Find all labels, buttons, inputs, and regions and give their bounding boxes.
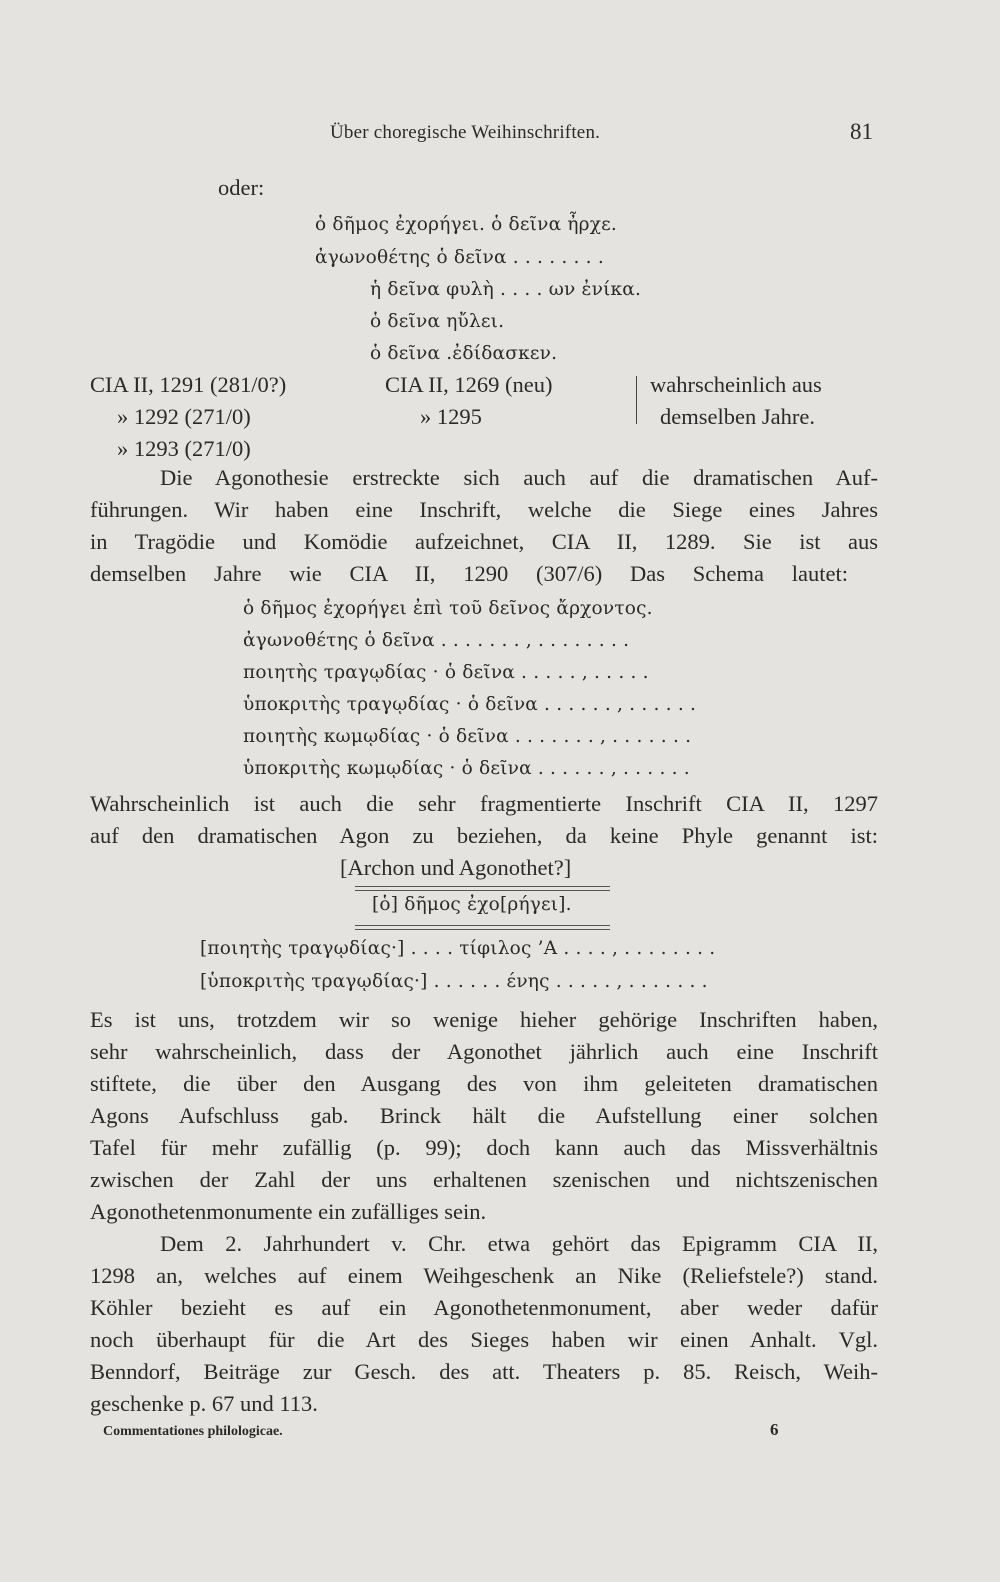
para2-line: Wahrscheinlich ist auch die sehr fragmentierte Inschrift CIA II, 1297 (90, 791, 878, 816)
para4-line: Benndorf, Beiträge zur Gesch. des att. Theaters p. 85. Reisch, Weih- (90, 1359, 878, 1384)
para3-line: sehr wahrscheinlich, dass der Agonothet jährlich auch eine Inschrift (90, 1039, 878, 1064)
para1-line: führungen. Wir haben eine Inschrift, welche die Siege eines Jahres (90, 497, 878, 522)
para1-line: Die Agonothesie erstreckte sich auch auf die dramatischen Auf- (160, 465, 878, 490)
para4-line: noch überhaupt für die Art des Sieges haben wir einen Anhalt. Vgl. (90, 1327, 878, 1352)
series-title: Commentationes philologicae. (103, 1424, 283, 1439)
para2-line: auf den dramatischen Agon zu beziehen, da keine Phyle genannt ist: (90, 823, 878, 848)
schema2-line: ἀγωνοθέτης ὁ δεῖνα . . . . . . . , . . . . . . . . (243, 630, 630, 651)
ref-mid: CIA II, 1269 (neu) (385, 372, 553, 397)
inscription-line: [ποιητὴς τραγῳδίας·] . . . . τίφιλος ’Α . . . . , . . . . . . . . (200, 938, 716, 959)
schema1-line: ὁ δεῖνα .ἐδίδασκεν. (370, 343, 558, 364)
schema1-line: ἀγωνοθέτης ὁ δεῖνα . . . . . . . . (315, 247, 604, 268)
para3-line: Tafel für mehr zufällig (p. 99); doch kann auch das Missverhältnis (90, 1135, 878, 1160)
ref-right: demselben Jahre. (660, 404, 815, 429)
inscription-rule (355, 929, 610, 930)
para3-line: Agons Aufschluss gab. Brinck hält die Aufstellung einer solchen (90, 1103, 878, 1128)
para3-line: Agonothetenmonumente ein zufälliges sein. (90, 1199, 487, 1224)
running-title: Über choregische Weihinschriften. (330, 122, 601, 143)
para4-line: 1298 an, welches auf einem Weihgeschenk an Nike (Reliefstele?) stand. (90, 1263, 878, 1288)
schema2-line: ποιητὴς τραγῳδίας · ὁ δεῖνα . . . . . , . . . . . (243, 662, 649, 683)
schema2-line: ὑποκριτὴς κωμῳδίας · ὁ δεῖνα . . . . . . , . . . . . . (243, 758, 690, 779)
schema1-line: ὁ δῆμος ἐχορήγει. ὁ δεῖνα ἦρχε. (315, 214, 617, 235)
page-number: 81 (850, 119, 873, 144)
schema2-line: ὑποκριτὴς τραγῳδίας · ὁ δεῖνα . . . . . . , . . . . . . (243, 694, 697, 715)
schema2-line: ὁ δῆμος ἐχορήγει ἐπὶ τοῦ δεῖνος ἄρχοντος. (243, 598, 653, 619)
inscription-line: [ὁ] δῆμος ἐχο[ρήγει]. (372, 894, 572, 915)
schema1-line: ὁ δεῖνα ηὔλει. (370, 311, 505, 332)
para4-line: Köhler bezieht es auf ein Agonothetenmonument, aber weder dafür (90, 1295, 878, 1320)
inscription-rule (355, 890, 610, 891)
ref-right: wahrscheinlich aus (650, 372, 822, 397)
intro-word: oder: (218, 175, 265, 200)
para3-line: zwischen der Zahl der uns erhaltenen szenischen und nichtszenischen (90, 1167, 878, 1192)
ref-left: » 1293 (271/0) (117, 436, 251, 461)
inscription-line: [ὑποκριτὴς τραγῳδίας·] . . . . . . ένης . . . . . , . . . . . . . (200, 971, 708, 992)
ref-left: CIA II, 1291 (281/0?) (90, 372, 287, 397)
inscription-rule (355, 925, 610, 926)
para3-line: Es ist uns, trotzdem wir so wenige hieher gehörige Inschriften haben, (90, 1007, 878, 1032)
para1-line: in Tragödie und Komödie aufzeichnet, CIA II, 1289. Sie ist aus (90, 529, 878, 554)
inscription-rule (355, 886, 610, 887)
para4-line: Dem 2. Jahrhundert v. Chr. etwa gehört das Epigramm CIA II, (160, 1231, 878, 1256)
para3-line: stiftete, die über den Ausgang des von ihm geleiteten dramatischen (90, 1071, 878, 1096)
para4-line: geschenke p. 67 und 113. (90, 1391, 318, 1416)
inscription-heading: [Archon und Agonothet?] (340, 855, 572, 880)
bracket-mark (636, 376, 637, 424)
schema2-line: ποιητὴς κωμῳδίας · ὁ δεῖνα . . . . . . . , . . . . . . . (243, 726, 692, 747)
signature-mark: 6 (770, 1420, 779, 1439)
ref-mid: » 1295 (420, 404, 482, 429)
ref-left: » 1292 (271/0) (117, 404, 251, 429)
para1-line: demselben Jahre wie CIA II, 1290 (307/6) Das Schema lautet: (90, 561, 848, 586)
schema1-line: ἡ δεῖνα φυλὴ . . . . ων ἐνίκα. (370, 279, 642, 300)
